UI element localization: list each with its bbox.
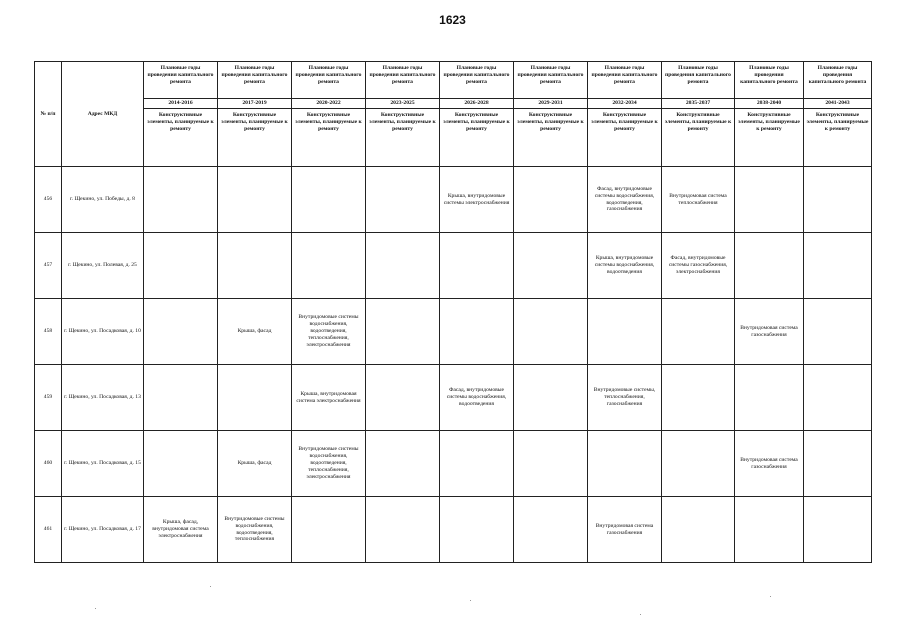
repair-elements-cell xyxy=(218,299,292,365)
row-number: 457 xyxy=(35,233,62,299)
repair-elements-cell xyxy=(804,167,872,233)
repair-elements-cell xyxy=(218,431,292,497)
repair-elements-cell xyxy=(514,233,588,299)
header-num: № п/п xyxy=(35,62,62,167)
repair-elements-cell xyxy=(366,365,440,431)
repair-elements-cell xyxy=(662,365,735,431)
header-period-elements: Конструктивные элементы, планируемые к ремонту xyxy=(440,109,514,167)
repair-elements-cell xyxy=(292,233,366,299)
repair-elements-cell xyxy=(735,233,804,299)
capital-repair-table xyxy=(34,61,872,563)
repair-elements-cell xyxy=(804,299,872,365)
table-row xyxy=(35,497,872,563)
header-row-titles xyxy=(35,62,872,99)
repair-elements-cell xyxy=(588,167,662,233)
header-period-elements: Конструктивные элементы, планируемые к ремонту xyxy=(514,109,588,167)
repair-elements-cell xyxy=(218,497,292,563)
repair-elements-cell xyxy=(366,299,440,365)
repair-elements-cell xyxy=(514,299,588,365)
header-period-title: Плановые годы проведения капитального ремонта xyxy=(218,62,292,99)
repair-elements-cell xyxy=(588,233,662,299)
header-period-elements: Конструктивные элементы, планируемые к ремонту xyxy=(292,109,366,167)
repair-elements-cell xyxy=(144,299,218,365)
repair-elements-cell xyxy=(804,233,872,299)
repair-elements-cell xyxy=(804,497,872,563)
row-address: г. Щекино, ул. Посадковая, д. 13 xyxy=(62,365,144,431)
repair-elements-cell xyxy=(514,497,588,563)
repair-elements-cell xyxy=(735,167,804,233)
repair-elements-cell xyxy=(588,365,662,431)
repair-elements-cell xyxy=(440,431,514,497)
scan-speck xyxy=(210,586,211,587)
table-row xyxy=(35,299,872,365)
header-period-elements: Конструктивные элементы, планируемые к ремонту xyxy=(588,109,662,167)
header-period-elements: Конструктивные элементы, планируемые к ремонту xyxy=(735,109,804,167)
repair-elements-cell xyxy=(735,431,804,497)
repair-elements-text: Крыша, фасад xyxy=(237,460,272,467)
header-period-years: 2032-2034 xyxy=(588,99,662,109)
repair-elements-text: Фасад, внутридомовые системы водоснабжения, водоотведения, газоснабжения xyxy=(594,185,655,213)
table-row xyxy=(35,431,872,497)
repair-elements-cell xyxy=(144,497,218,563)
repair-elements-cell xyxy=(440,365,514,431)
repair-elements-cell xyxy=(804,365,872,431)
repair-elements-cell xyxy=(662,233,735,299)
header-period-title: Плановые годы проведения капитального ремонта xyxy=(440,62,514,99)
repair-elements-cell xyxy=(735,497,804,563)
repair-elements-cell xyxy=(366,233,440,299)
header-row-years xyxy=(35,99,872,109)
repair-elements-cell xyxy=(735,365,804,431)
repair-elements-cell xyxy=(218,365,292,431)
repair-elements-cell xyxy=(588,299,662,365)
repair-elements-text: Крыша, внутридомовые системы водоснабжения, водоотведения xyxy=(594,255,655,275)
header-period-title: Плановые годы проведения капитального ремонта xyxy=(804,62,872,99)
header-period-title: Плановые годы проведения капитального ремонта xyxy=(144,62,218,99)
scan-speck xyxy=(470,600,471,601)
row-number: 460 xyxy=(35,431,62,497)
repair-elements-text: Внутридомовые системы водоснабжения, водоотведения, теплоснабжения, электроснабжения xyxy=(298,446,359,480)
repair-elements-text: Внутридомовая система газоснабжения xyxy=(595,522,654,536)
repair-elements-cell xyxy=(292,167,366,233)
repair-elements-cell xyxy=(588,431,662,497)
header-period-years: 2014-2016 xyxy=(144,99,218,109)
repair-elements-text: Внутридомовые системы, теплоснабжения, газоснабжения xyxy=(593,387,656,407)
repair-elements-text: Фасад, внутридомовые системы газоснабжения, электроснабжения xyxy=(668,255,728,275)
repair-elements-text: Крыша, фасад, внутридомовая система электроснабжения xyxy=(152,519,209,539)
repair-elements-text: Внутридомовые системы водоснабжения, водоотведения, теплоснабжения xyxy=(224,515,285,543)
header-period-years: 2038-2040 xyxy=(735,99,804,109)
repair-elements-cell xyxy=(366,431,440,497)
repair-elements-cell xyxy=(514,431,588,497)
header-period-years: 2020-2022 xyxy=(292,99,366,109)
row-number: 459 xyxy=(35,365,62,431)
row-address: г. Щекино, ул. Победы, д. 8 xyxy=(62,167,144,233)
repair-elements-cell xyxy=(440,167,514,233)
table-body xyxy=(35,167,872,563)
scan-speck xyxy=(640,614,641,615)
repair-elements-cell xyxy=(440,299,514,365)
repair-elements-text: Крыша, внутридомовые системы электроснабжения xyxy=(443,192,510,206)
scan-speck xyxy=(770,596,771,597)
table-row xyxy=(35,167,872,233)
header-period-elements: Конструктивные элементы, планируемые к ремонту xyxy=(804,109,872,167)
repair-elements-cell xyxy=(662,431,735,497)
repair-elements-cell xyxy=(804,431,872,497)
repair-elements-cell xyxy=(588,497,662,563)
row-address: г. Щекино, ул. Полевая, д. 25 xyxy=(62,233,144,299)
repair-elements-text: Крыша, внутридомовая система электроснабжения xyxy=(296,390,361,404)
header-row-elements xyxy=(35,109,872,167)
repair-elements-cell xyxy=(366,497,440,563)
repair-elements-cell xyxy=(514,365,588,431)
repair-elements-cell xyxy=(662,167,735,233)
repair-elements-cell xyxy=(144,365,218,431)
repair-elements-cell xyxy=(440,497,514,563)
header-period-years: 2035-2037 xyxy=(662,99,735,109)
table-row xyxy=(35,233,872,299)
header-period-years: 2041-2043 xyxy=(804,99,872,109)
repair-elements-cell xyxy=(144,233,218,299)
header-period-title: Плановые годы проведения капитального ремонта xyxy=(735,62,804,99)
repair-elements-cell xyxy=(662,299,735,365)
table-header xyxy=(35,62,872,167)
header-period-years: 2017-2019 xyxy=(218,99,292,109)
scan-speck xyxy=(95,608,96,609)
header-period-years: 2029-2031 xyxy=(514,99,588,109)
repair-elements-cell xyxy=(735,299,804,365)
repair-elements-cell xyxy=(366,167,440,233)
header-period-title: Плановые годы проведения капитального ремонта xyxy=(514,62,588,99)
header-period-years: 2026-2028 xyxy=(440,99,514,109)
header-period-title: Плановые годы проведения капитального ремонта xyxy=(292,62,366,99)
row-address: г. Щекино, ул. Посадковая, д. 10 xyxy=(62,299,144,365)
row-address: г. Щекино, ул. Посадковая, д. 15 xyxy=(62,431,144,497)
repair-elements-cell xyxy=(662,497,735,563)
row-number: 461 xyxy=(35,497,62,563)
page-number: 1623 xyxy=(439,13,466,27)
table-row xyxy=(35,365,872,431)
repair-elements-text: Внутридомовая система теплоснабжения xyxy=(669,192,727,206)
repair-elements-cell xyxy=(292,365,366,431)
header-period-years: 2023-2025 xyxy=(366,99,440,109)
row-number: 456 xyxy=(35,167,62,233)
repair-elements-cell xyxy=(514,167,588,233)
header-period-elements: Конструктивные элементы, планируемые к ремонту xyxy=(662,109,735,167)
repair-elements-cell xyxy=(292,497,366,563)
repair-elements-cell xyxy=(218,233,292,299)
header-period-title: Плановые годы проведения капитального ремонта xyxy=(588,62,662,99)
repair-elements-cell xyxy=(144,431,218,497)
header-address: Адрес МКД xyxy=(62,62,144,167)
repair-elements-cell xyxy=(144,167,218,233)
row-address: г. Щекино, ул. Посадковая, д. 17 xyxy=(62,497,144,563)
repair-elements-text: Внутридомовые системы водоснабжения, водоотведения, теплоснабжения, электроснабжения xyxy=(298,314,359,348)
repair-elements-cell xyxy=(292,299,366,365)
repair-elements-text: Внутридомовая система газоснабжения xyxy=(740,324,798,338)
repair-elements-cell xyxy=(440,233,514,299)
header-period-elements: Конструктивные элементы, планируемые к ремонту xyxy=(144,109,218,167)
repair-elements-cell xyxy=(218,167,292,233)
repair-elements-text: Фасад, внутридомовые системы водоснабжения, водоотведения xyxy=(446,387,507,407)
header-period-title: Плановые годы проведения капитального ремонта xyxy=(662,62,735,99)
row-number: 458 xyxy=(35,299,62,365)
header-period-elements: Конструктивные элементы, планируемые к ремонту xyxy=(366,109,440,167)
header-period-elements: Конструктивные элементы, планируемые к ремонту xyxy=(218,109,292,167)
repair-elements-text: Крыша, фасад xyxy=(237,328,272,335)
repair-elements-text: Внутридомовая система газоснабжения xyxy=(740,456,798,470)
repair-elements-cell xyxy=(292,431,366,497)
header-period-title: Плановые годы проведения капитального ремонта xyxy=(366,62,440,99)
